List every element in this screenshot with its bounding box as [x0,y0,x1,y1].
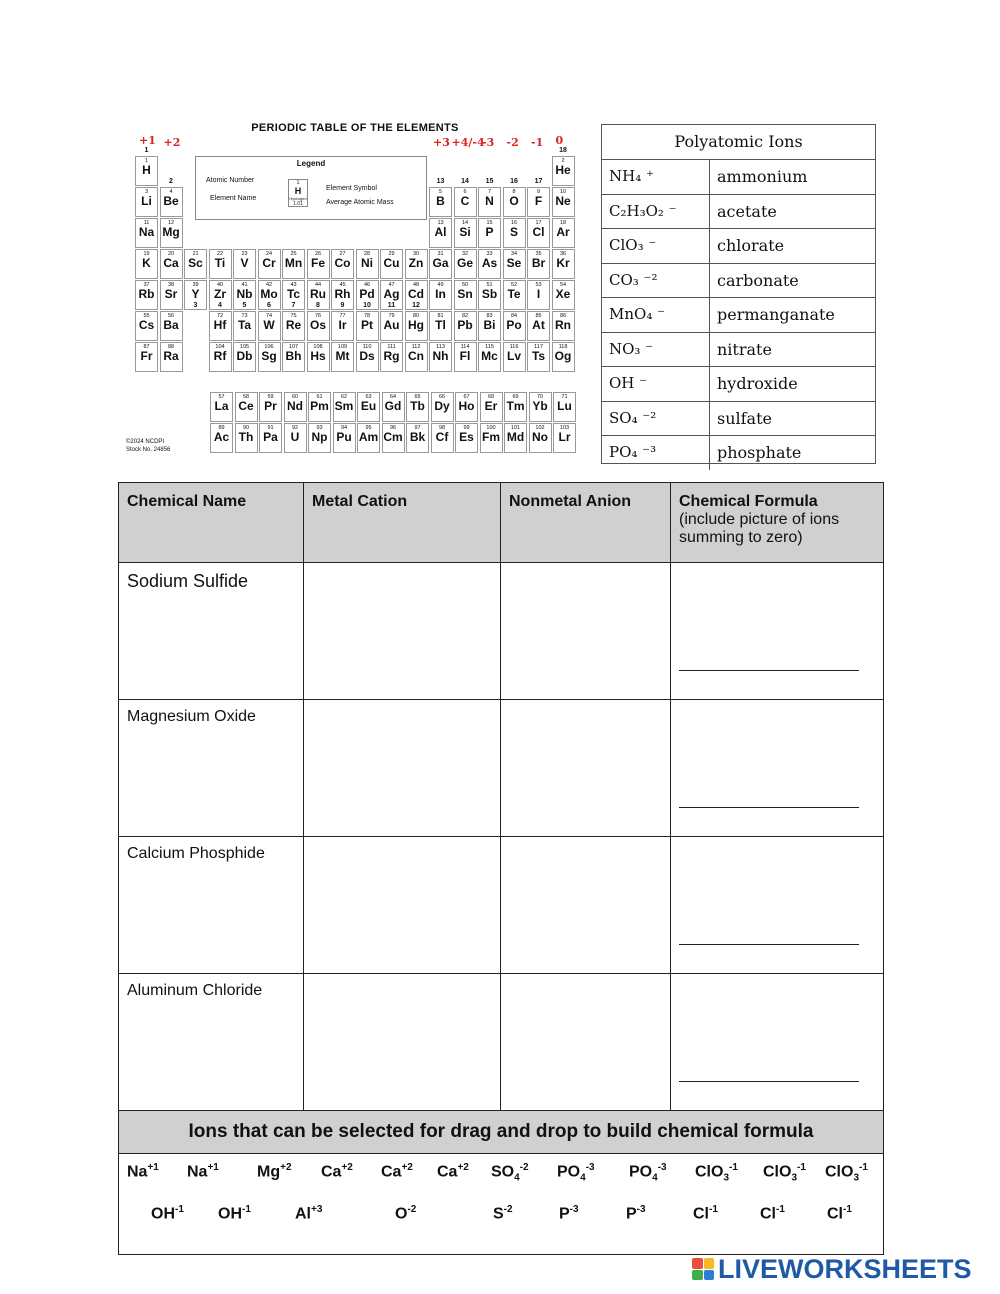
legend-atomic-number: Atomic Number [206,177,255,184]
polyatomic-formula: CO₃ ⁻² [602,264,710,298]
element-he: 2 He [552,156,575,186]
legend-sample-number: 1 [296,180,300,186]
group-number: 2 [169,178,173,185]
periodic-legend [195,156,427,220]
element-hs: 108 Hs [307,342,330,372]
polyatomic-name: permanganate [717,305,835,324]
polyatomic-row [602,367,875,402]
element-gd: 64 Gd [382,392,405,422]
legend-average-mass: Average Atomic Mass [326,199,394,206]
element-mg: 12 Mg [160,218,183,248]
legend-sample-name: Hydrogen [289,196,307,201]
element-eu: 63 Eu [357,392,380,422]
header-formula-title: Chemical Formula [679,493,818,510]
element-rh: 45 Rh [331,280,354,310]
element-pt: 78 Pt [356,311,379,341]
element-mt: 109 Mt [331,342,354,372]
element-rg: 111 Rg [380,342,403,372]
element-lr: 103 Lr [553,423,576,453]
group-number: 14 [461,178,469,185]
cation-drop-zone[interactable] [304,700,501,837]
element-ru: 44 Ru [307,280,330,310]
element-np: 93 Np [308,423,331,453]
group-number: 17 [534,178,543,185]
element-cn: 112 Cn [405,342,428,372]
legend-element-symbol: Element Symbol [326,185,377,192]
copyright-text: ©2024 NCDPI [126,439,165,445]
legend-sample-cell [288,179,308,207]
element-co: 27 Co [331,249,354,279]
formula-answer-line[interactable] [679,944,859,945]
header-chemical-formula [671,483,884,563]
element-ti: 22 Ti [209,249,232,279]
element-ag: 47 Ag [380,280,403,310]
element-dy: 66 Dy [431,392,454,422]
header-nonmetal-anion: Nonmetal Anion [501,483,671,563]
group-number: 15 [485,178,494,185]
element-ar: 18 Ar [552,218,575,248]
element-nd: 60 Nd [284,392,307,422]
group-number: 13 [436,178,445,185]
formula-answer-line[interactable] [679,1081,859,1082]
formula-answer-line[interactable] [679,807,859,808]
ion-tile-so4[interactable]: $SO_4^{-2}$ [491,1162,529,1184]
element-f: 9 F [527,187,550,217]
element-cd: 48 Cd [405,280,428,310]
polyatomic-name: chlorate [717,236,785,255]
ion-tile-ca[interactable]: $Ca^{+2}$ [381,1162,413,1181]
element-no: 102 No [529,423,552,453]
polyatomic-row [602,333,875,368]
liveworksheets-logo [692,1254,972,1284]
element-md: 101 Md [504,423,527,453]
element-ca: 20 Ca [160,249,183,279]
element-s: 16 S [503,218,526,248]
polyatomic-name: hydroxide [717,374,798,393]
ion-tile-clo3[interactable]: ClO$_3^{-1}$ [763,1162,806,1184]
element-w: 74 W [258,311,281,341]
ion-tile-p[interactable]: $P^{-3}$ [559,1204,579,1223]
header-chemical-name: Chemical Name [119,483,304,563]
element-ds: 110 Ds [356,342,379,372]
ion-tile-na[interactable]: $Na^{+1}$ [187,1162,219,1181]
row-name: Magnesium Oxide [119,700,304,837]
ion-bank [119,1154,884,1255]
element-as: 33 As [478,249,501,279]
element-fm: 100 Fm [480,423,503,453]
element-in: 49 In [429,280,452,310]
element-ni: 28 Ni [356,249,379,279]
formula-drop-zone[interactable] [671,974,884,1111]
group-number: 1 [144,147,149,154]
group-number: 10 [363,302,371,309]
polyatomic-formula: PO₄ ⁻³ [602,436,710,470]
element-ce: 58 Ce [235,392,258,422]
element-br: 35 Br [527,249,550,279]
polyatomic-row [602,195,875,230]
liveworksheets-wordmark: LIVEWORKSHEETS [718,1253,972,1284]
element-ho: 67 Ho [455,392,478,422]
charge-label: -3 [482,136,495,149]
anion-drop-zone[interactable] [501,837,671,974]
element-u: 92 U [284,423,307,453]
ion-bank-title: Ions that can be selected for drag and drop to build chemical formula [119,1111,884,1154]
element-bi: 83 Bi [478,311,501,341]
element-pr: 59 Pr [259,392,282,422]
group-number: 11 [387,302,396,309]
polyatomic-formula: ClO₃ ⁻ [602,229,710,263]
table-row [119,563,884,700]
element-am: 95 Am [357,423,380,453]
element-po: 84 Po [503,311,526,341]
element-y: 39 Y [184,280,207,310]
element-c: 6 C [454,187,477,217]
element-yb: 70 Yb [529,392,552,422]
group-number: 4 [218,302,222,309]
element-at: 85 At [527,311,550,341]
ion-tile-po4[interactable]: $PO_4^{-3}$ [557,1162,595,1184]
anion-drop-zone[interactable] [501,563,671,700]
ion-tile-o[interactable]: $O^{-2}$ [395,1204,417,1223]
ion-tile-al[interactable]: $Al^{+3}$ [295,1204,323,1223]
worksheet-table [118,482,884,1255]
element-og: 118 Og [552,342,575,372]
element-b: 5 B [429,187,452,217]
cation-drop-zone[interactable] [304,837,501,974]
row-name: Aluminum Chloride [119,974,304,1111]
table-row [119,700,884,837]
element-hg: 80 Hg [405,311,428,341]
element-pu: 94 Pu [333,423,356,453]
charge-label: -1 [531,136,544,149]
group-number: 12 [412,302,420,309]
element-xe: 54 Xe [552,280,575,310]
group-number: 7 [291,302,296,309]
element-bk: 97 Bk [406,423,429,453]
element-ts: 117 Ts [527,342,550,372]
periodic-table-title: PERIODIC TABLE OF THE ELEMENTS [251,122,459,134]
element-mo: 42 Mo [258,280,281,310]
element-db: 105 Db [233,342,256,372]
element-n: 7 N [478,187,501,217]
polyatomic-formula: NH₄ ⁺ [602,160,710,194]
legend-sample-symbol: H [294,186,302,196]
anion-drop-zone[interactable] [501,700,671,837]
legend-title: Legend [296,159,326,168]
charge-label: +3 [433,136,450,149]
polyatomic-ions-table [601,124,876,464]
polyatomic-row [602,298,875,333]
ion-tile-clo3[interactable]: ClO$_3^{-1}$ [825,1162,868,1184]
row-name: Calcium Phosphide [119,837,304,974]
polyatomic-formula: C₂H₃O₂ ⁻ [602,195,710,229]
polyatomic-name: acetate [717,201,777,221]
element-mn: 25 Mn [282,249,305,279]
polyatomic-name: ammonium [717,167,808,186]
polyatomic-name: sulfate [717,408,772,428]
element-la: 57 La [210,392,233,422]
polyatomic-row [602,229,875,264]
table-row [119,974,884,1111]
element-h: 1 H [135,156,158,186]
polyatomic-formula: MnO₄ ⁻ [602,298,710,332]
group-number: 6 [267,302,271,309]
element-es: 99 Es [455,423,478,453]
element-ge: 32 Ge [454,249,477,279]
element-rf: 104 Rf [209,342,232,372]
charge-label: +4/-4 [451,136,485,149]
element-na: 11 Na [135,218,158,248]
element-au: 79 Au [380,311,403,341]
formula-drop-zone[interactable] [671,563,884,700]
element-cl: 17 Cl [527,218,550,248]
element-sr: 38 Sr [160,280,183,310]
element-bh: 107 Bh [282,342,305,372]
charge-label: 0 [555,134,564,147]
element-ta: 73 Ta [233,311,256,341]
element-ga: 31 Ga [429,249,452,279]
ion-tile-p[interactable]: $P^{-3}$ [626,1204,646,1223]
element-ne: 10 Ne [552,187,575,217]
element-os: 76 Os [307,311,330,341]
element-cf: 98 Cf [431,423,454,453]
element-rb: 37 Rb [135,280,158,310]
element-sm: 62 Sm [333,392,356,422]
element-nb: 41 Nb [233,280,256,310]
ion-tile-oh[interactable]: $OH^{-1}$ [218,1204,251,1223]
element-pd: 46 Pd [356,280,379,310]
element-zn: 30 Zn [405,249,428,279]
element-ba: 56 Ba [160,311,183,341]
header-formula-note: (include picture of ions summing to zero) [679,511,840,546]
element-mc: 115 Mc [478,342,501,372]
element-si: 14 Si [454,218,477,248]
element-hf: 72 Hf [209,311,232,341]
charge-label: -2 [506,136,519,149]
ion-tile-cl[interactable]: $Cl^{-1}$ [827,1204,852,1223]
header-metal-cation: Metal Cation [304,483,501,563]
group-number: 16 [510,178,518,185]
ion-tile-cl[interactable]: $Cl^{-1}$ [760,1204,785,1223]
polyatomic-formula: SO₄ ⁻² [602,402,710,436]
cation-drop-zone[interactable] [304,974,501,1111]
element-tc: 43 Tc [282,280,305,310]
element-er: 68 Er [480,392,503,422]
polyatomic-row [602,264,875,299]
ion-tile-na[interactable]: $Na^{+1}$ [127,1162,159,1181]
polyatomic-row [602,160,875,195]
formula-answer-line[interactable] [679,670,859,671]
copyright [126,438,170,454]
element-i: 53 I [527,280,550,310]
element-cs: 55 Cs [135,311,158,341]
ion-tile-cl[interactable]: $Cl^{-1}$ [693,1204,718,1223]
element-pa: 91 Pa [259,423,282,453]
element-ac: 89 Ac [210,423,233,453]
table-row [119,837,884,974]
ion-tile-mg[interactable]: $Mg^{+2}$ [257,1162,292,1181]
group-number: 8 [316,302,320,309]
element-tb: 65 Tb [406,392,429,422]
element-al: 13 Al [429,218,452,248]
element-sb: 51 Sb [478,280,501,310]
element-fr: 87 Fr [135,342,158,372]
polyatomic-name: nitrate [717,339,772,359]
row-name: Sodium Sulfide [119,563,304,700]
element-k: 19 K [135,249,158,279]
legend-element-name: Element Name [210,195,257,202]
ion-tile-po4[interactable]: $PO_4^{-3}$ [629,1162,667,1184]
polyatomic-title: Polyatomic Ions [602,125,875,160]
formula-drop-zone[interactable] [671,700,884,837]
polyatomic-name: carbonate [717,270,799,290]
polyatomic-name: phosphate [717,443,802,462]
element-th: 90 Th [235,423,258,453]
element-te: 52 Te [503,280,526,310]
legend-sample-mass: 1.01 [293,201,303,207]
element-nh: 113 Nh [429,342,452,372]
element-sn: 50 Sn [454,280,477,310]
group-number: 18 [559,147,567,154]
polyatomic-row [602,436,875,470]
element-cr: 24 Cr [258,249,281,279]
charge-label: +2 [163,136,181,149]
element-cm: 96 Cm [382,423,405,453]
cation-drop-zone[interactable] [304,563,501,700]
element-cu: 29 Cu [380,249,403,279]
ion-tile-clo3[interactable]: ClO$_3^{-1}$ [695,1162,738,1184]
element-o: 8 O [503,187,526,217]
formula-drop-zone[interactable] [671,837,884,974]
anion-drop-zone[interactable] [501,974,671,1111]
element-zr: 40 Zr [209,280,232,310]
element-fl: 114 Fl [454,342,477,372]
stock-number: Stock No. 24856 [126,447,171,453]
element-be: 4 Be [160,187,183,217]
group-number: 9 [340,302,345,309]
ion-tile-oh[interactable]: $OH^{-1}$ [151,1204,184,1223]
element-v: 23 V [233,249,256,279]
element-ra: 88 Ra [160,342,183,372]
element-sc: 21 Sc [184,249,207,279]
element-ir: 77 Ir [331,311,354,341]
element-tl: 81 Tl [429,311,452,341]
element-li: 3 Li [135,187,158,217]
element-lv: 116 Lv [503,342,526,372]
element-pm: 61 Pm [308,392,331,422]
element-se: 34 Se [503,249,526,279]
ion-tile-s[interactable]: $S^{-2}$ [493,1204,513,1223]
periodic-table [120,120,600,460]
element-rn: 86 Rn [552,311,575,341]
element-pb: 82 Pb [454,311,477,341]
polyatomic-formula: OH ⁻ [602,367,710,401]
element-sg: 106 Sg [258,342,281,372]
element-fe: 26 Fe [307,249,330,279]
element-kr: 36 Kr [552,249,575,279]
ion-tile-ca[interactable]: $Ca^{+2}$ [321,1162,353,1181]
element-lu: 71 Lu [553,392,576,422]
polyatomic-row [602,402,875,437]
group-number: 5 [242,302,247,309]
group-number: 3 [193,302,198,309]
charge-label: +1 [139,134,156,147]
element-re: 75 Re [282,311,305,341]
element-p: 15 P [478,218,501,248]
element-tm: 69 Tm [504,392,527,422]
ion-tile-ca[interactable]: $Ca^{+2}$ [437,1162,469,1181]
liveworksheets-icon [692,1258,714,1280]
polyatomic-formula: NO₃ ⁻ [602,333,710,367]
